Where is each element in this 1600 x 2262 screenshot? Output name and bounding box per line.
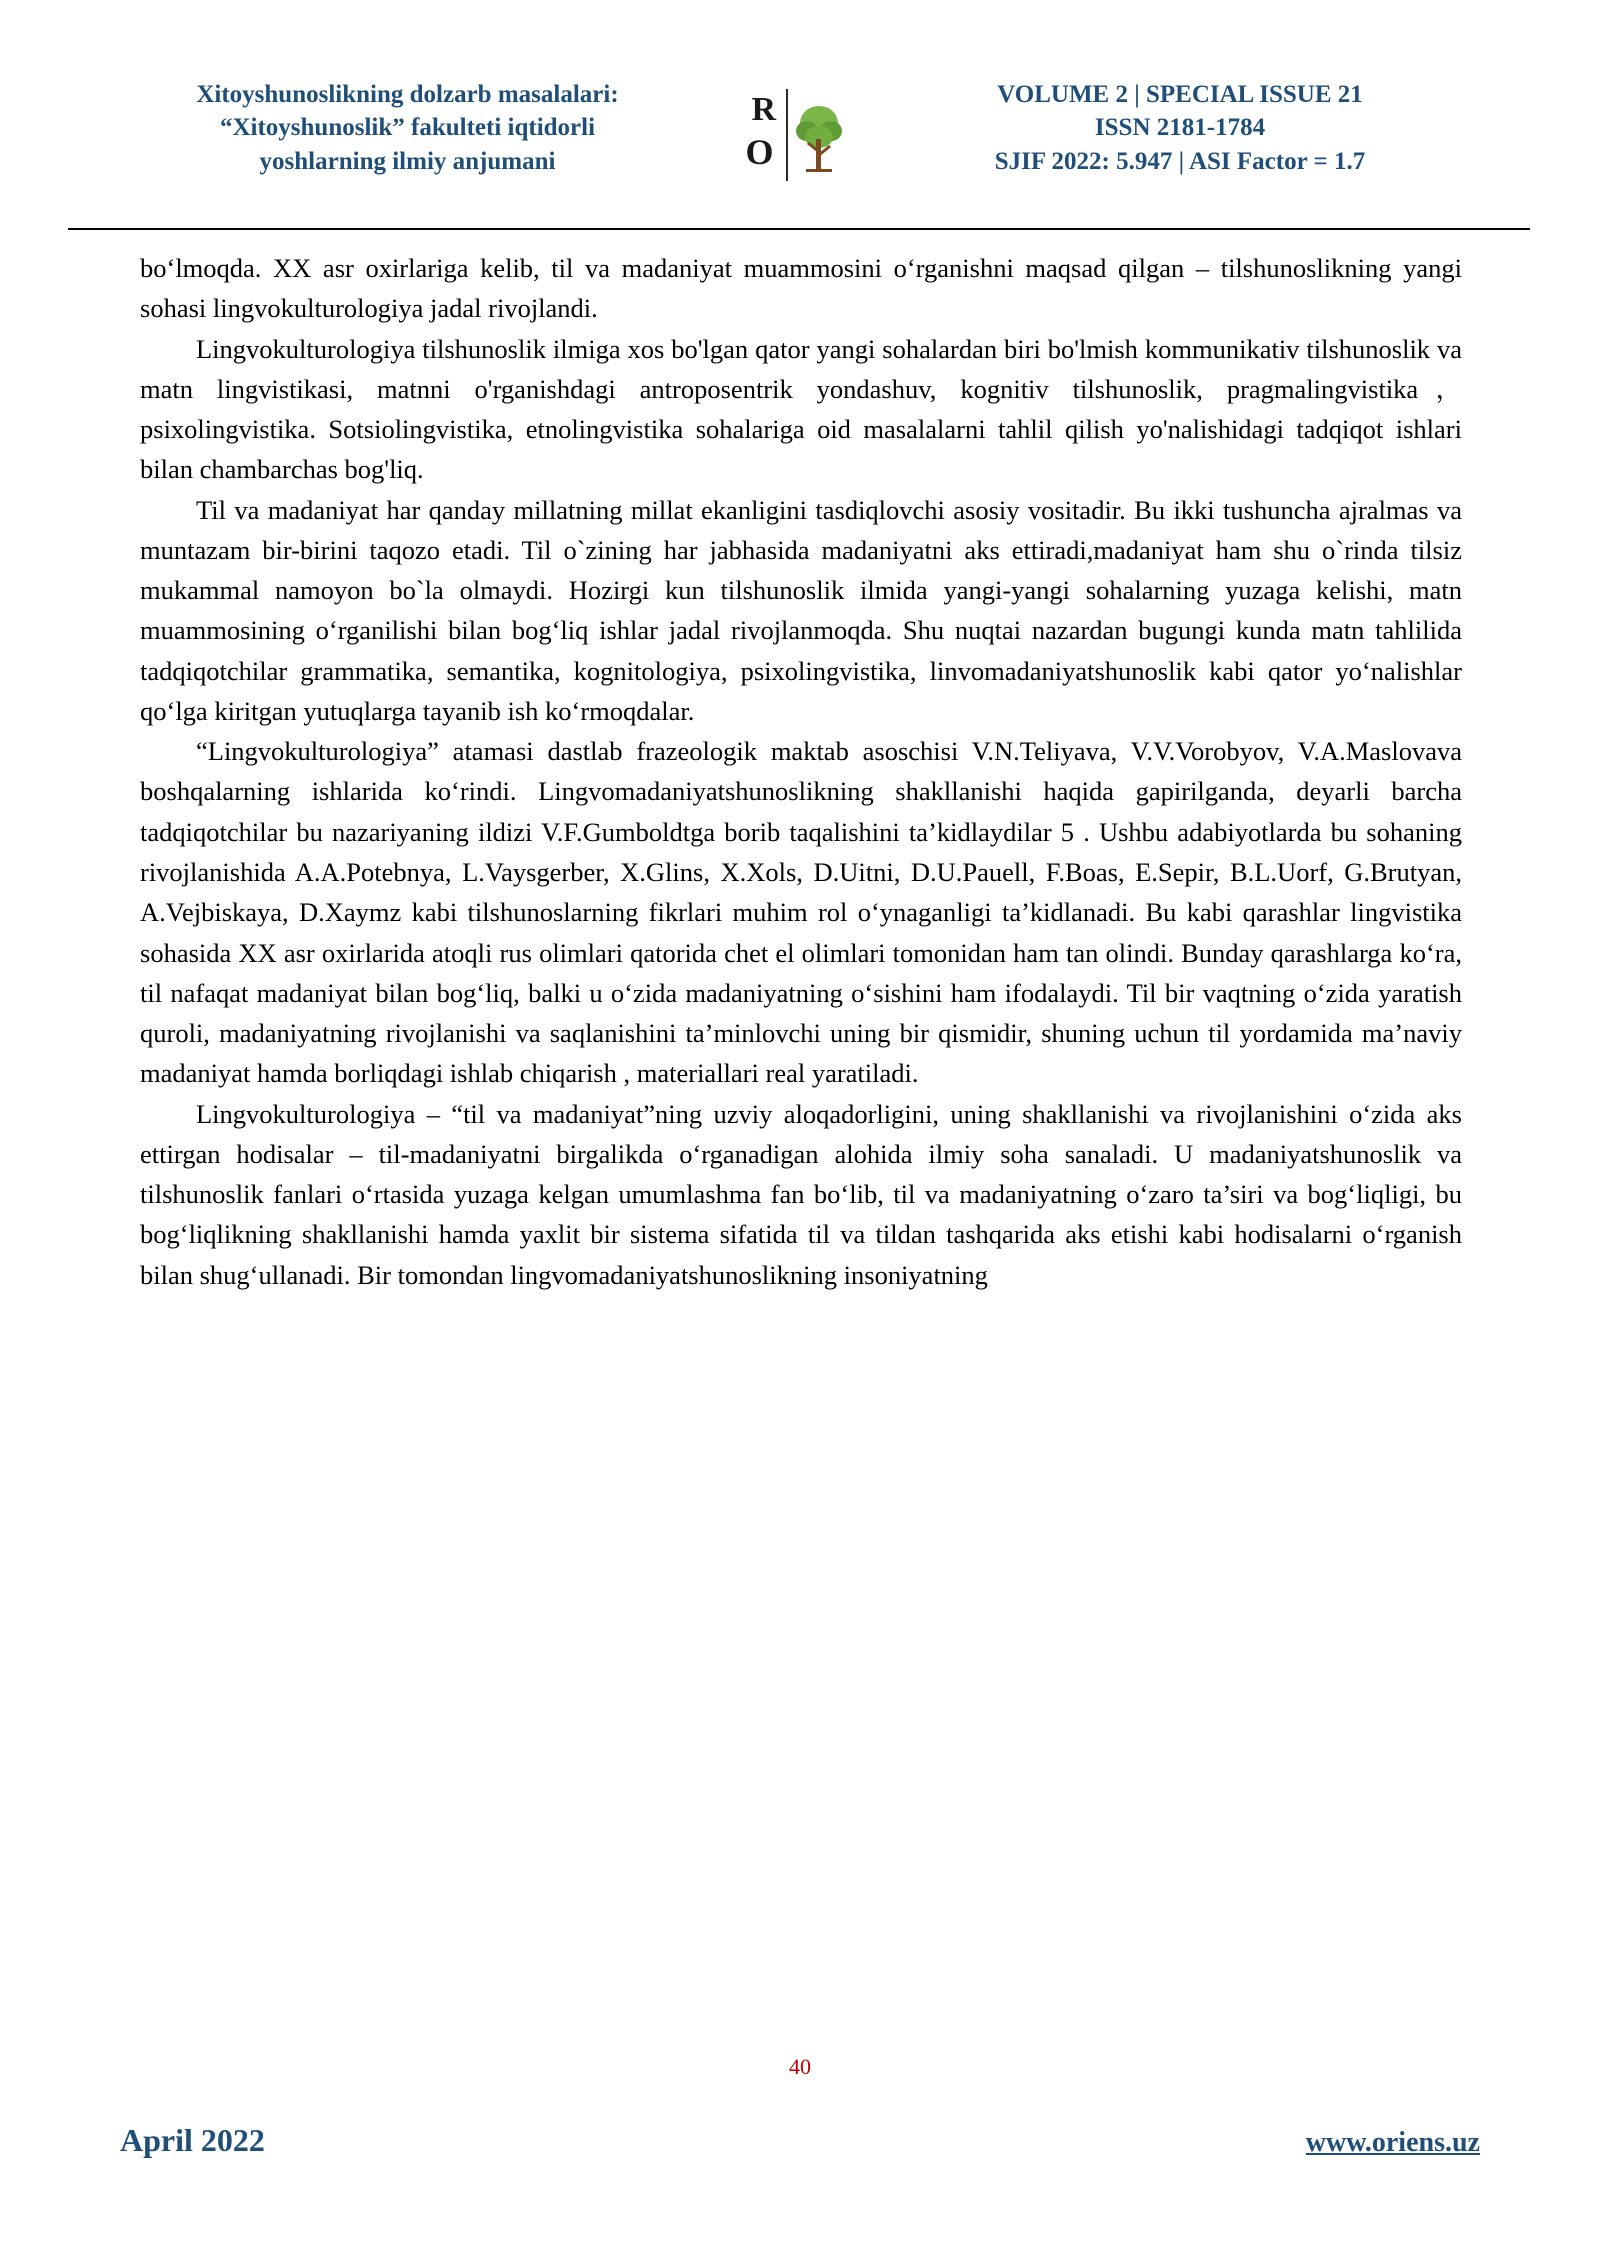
header-right-line-2: ISSN 2181-1784	[1094, 114, 1266, 142]
page-number: 40	[789, 2054, 811, 2079]
logo-letter-r: R	[751, 91, 777, 128]
page-footer	[120, 2122, 1480, 2159]
journal-conference-title	[120, 78, 695, 178]
header-right-line-1: VOLUME 2 | SPECIAL ISSUE 21	[997, 81, 1363, 108]
tree-icon	[794, 99, 844, 177]
header-left-line-3: yoshlarning ilmiy anjumani	[259, 147, 556, 175]
paragraph: bo‘lmoqda. XX asr oxirlariga kelib, til va madaniyat muammosini o‘rganishni maqsad qilgan – tilshunoslikning yangi sohasi lingvokulturologiya jadal rivojlandi.	[140, 253, 1462, 324]
header-right-line-3: SJIF 2022: 5.947 | ASI Factor = 1.7	[994, 147, 1366, 175]
website-link[interactable]: www.oriens.uz	[1305, 2127, 1480, 2158]
header-divider	[68, 228, 1530, 230]
paragraph: Til va madaniyat har qanday millatning millat ekanligini tasdiqlovchi asosiy vositadir. Bu ikki tushuncha ajralmas va muntazam bir-birini taqozo etadi. Til o`zining har jabhasida madaniyatni aks ettiradi,madaniyat ham shu o`rinda tilsiz mukammal namoyon bo`la olmaydi. Hozirgi kun tilshunoslik ilmida yangi-yangi sohalarning yuzaga kelishi, matn muammosining o‘rganilishi bilan bog‘liq ishlar jadal rivojlanmoqda. Shu nuqtai nazardan bugungi kunda matn tahlilida tadqiqotchilar grammatika, semantika, kognitologiya, psixolingvistika, linvomadaniyatshunoslik kabi qator yo‘nalishlar qo‘lga kiritgan yutuqlarga tayanib ish ko‘rmoqdalar.	[140, 494, 1462, 726]
header-left-line-1: Xitoyshunoslikning dolzarb masalalari:	[196, 81, 619, 108]
header-left-line-2: “Xitoyshunoslik” fakulteti iqtidorli	[219, 114, 596, 142]
journal-issue-info	[880, 78, 1480, 178]
page-header	[120, 78, 1480, 198]
article-body	[140, 248, 1462, 1295]
journal-logo	[725, 78, 850, 198]
logo-divider	[786, 89, 788, 181]
paragraph: Lingvokulturologiya – “til va madaniyat”ning uzviy aloqadorligini, uning shakllanishi va rivojlanishini o‘zida aks ettirgan hodisalar – til-madaniyatni birgalikda o‘rganadigan alohida ilmiy soha sanaladi. U madaniyatshunoslik va tilshunoslik fanlari o‘rtasida yuzaga kelgan umumlashma fan bo‘lib, til va madaniyatning o‘zaro ta’siri va bog‘liqligi, bu bog‘liqlikning shakllanishi hamda yaxlit bir sistema sifatida til va tildan tashqarida aks etishi kabi hodisalarni o‘rganish bilan shug‘ullanadi. Bir tomondan lingvomadaniyatshunoslikning insoniyatning	[140, 1098, 1462, 1290]
paragraph: Lingvokulturologiya tilshunoslik ilmiga xos bo'lgan qator yangi sohalardan biri bo'lmish kommunikativ tilshunoslik va matn lingvistikasi, matnni o'rganishdagi antroposentrik yondashuv, kognitiv tilshunoslik, pragmalingvistika，psixolingvistika. Sotsiolingvistika, etnolingvistika sohalariga oid masalalarni tahlil qilish yo'nalishidagi tadqiqot ishlari bilan chambarchas bog'liq.	[140, 333, 1462, 485]
logo-letter-o: O	[745, 132, 774, 172]
paragraph: “Lingvokulturologiya” atamasi dastlab frazeologik maktab asoschisi V.N.Teliyava, V.V.Vorobyov, V.A.Maslovava boshqalarning ishlarida ko‘rindi. Lingvomadaniyatshunoslikning shakllanishi haqida gapirilganda, deyarli barcha tadqiqotchilar bu nazariyaning ildizi V.F.Gumboldtga borib taqalishini ta’kidlaydilar 5 . Ushbu adabiyotlarda bu sohaning rivojlanishida A.A.Potebnya, L.Vaysgerber, X.Glins, X.Xols, D.Uitni, D.U.Pauell, F.Boas, E.Sepir, B.L.Uorf, G.Brutyan, A.Vejbiskaya, D.Xaymz kabi tilshunoslarning fikrlari muhim rol o‘ynaganligi ta’kidlanadi. Bu kabi qarashlar lingvistika sohasida XX asr oxirlarida atoqli rus olimlari qatorida chet el olimlari tomonidan ham tan olindi. Bunday qarashlarga ko‘ra, til nafaqat madaniyat bilan bog‘liq, balki u o‘zida madaniyatning o‘sishini ham ifodalaydi. Til bir vaqtning o‘zida yaratish quroli, madaniyatning rivojlanishi va saqlanishini ta’minlovchi uning bir qismidir, shuning uchun til yordamida ma’naviy madaniyat hamda borliqdagi ishlab chiqarish , materiallari real yaratiladi.	[140, 736, 1462, 1089]
publication-date: April 2022	[120, 2122, 265, 2158]
